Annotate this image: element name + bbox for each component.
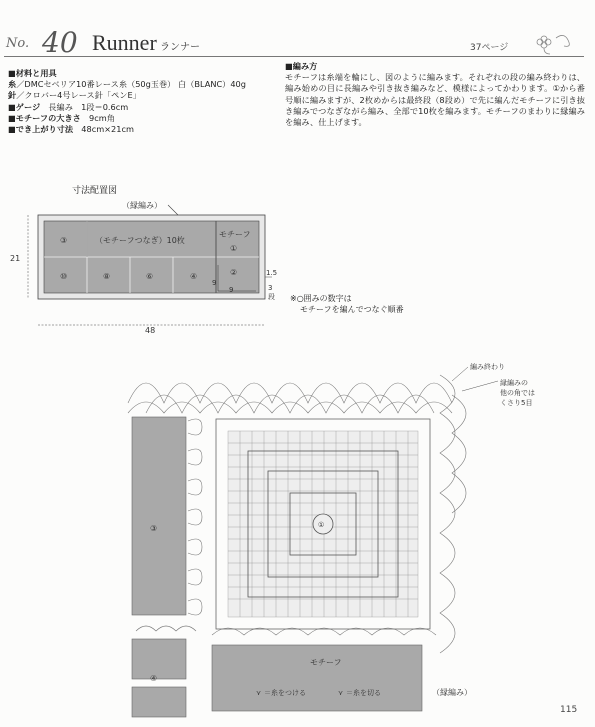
cell-10: ⑩	[60, 272, 68, 281]
motif-3-block	[132, 417, 186, 615]
cell-8: ⑧	[103, 272, 111, 281]
needle-text: ／クロバー4号レース針「ペンE」	[16, 90, 141, 101]
cell-3: ③	[60, 236, 68, 245]
legend-attach: ＝糸をつける	[264, 689, 306, 697]
motif-dim-vertical: 9	[212, 279, 217, 287]
needle-label: 針	[8, 90, 17, 101]
finished-size-text: 48cm×21cm	[81, 124, 134, 135]
motif-bottom-block	[212, 645, 422, 711]
chart-end-label: 編み終わり	[470, 363, 505, 371]
materials-heading-row: ■材料と用具	[8, 68, 57, 78]
method-body: モチーフは糸端を輪にし、図のように編みます。それぞれの段の編み終わりは、編み始めの目に長編みや引き抜き編みなど、模様によってかわります。①から番号順に編みますが、2枚めからは最終段（8段め）で先に編んだモチーフに引き抜き編みでつなぎながら編み、全部で10枚を編みます。モチーフのまわりに縁編みを編み、仕上げます。	[285, 72, 585, 128]
side-dim-bottom: 3	[268, 284, 273, 292]
page-subtitle: ランナー	[160, 42, 200, 53]
chart-border-label: （縁編み）	[432, 688, 472, 697]
border-arcs-right	[440, 375, 466, 653]
method-heading-row: ■編み方	[285, 61, 318, 71]
motif-size-label: モチーフの大きさ	[15, 112, 81, 123]
finished-size-label: でき上がり寸法	[15, 124, 74, 135]
border-arcs-top	[128, 383, 452, 413]
cell-4: ④	[190, 272, 198, 281]
header-rule	[4, 56, 584, 57]
layout-diagram-title: 寸法配置図	[72, 186, 118, 196]
finished-size-row: ■でき上がり寸法 48cm×21cm	[8, 124, 134, 135]
layout-border-label: （縁編み）	[122, 201, 162, 210]
motif-chart	[216, 419, 430, 629]
chart-cell-4: ④	[150, 674, 158, 683]
legend-cut: ＝糸を切る	[346, 689, 381, 697]
layout-center-label: （モチーフつなぎ）10枚	[95, 236, 185, 245]
motif-size-text: 9cm角	[89, 112, 115, 123]
yarn-label: 糸	[8, 79, 17, 90]
cell-6: ⑥	[146, 272, 154, 281]
chart-cell-3: ③	[150, 524, 158, 533]
materials-section	[8, 68, 278, 135]
chart-motif-label: モチーフ	[310, 658, 342, 667]
side-dim-unit: 段	[268, 293, 275, 301]
chart-center-1: ①	[318, 521, 325, 529]
cell-1: ①	[230, 244, 238, 253]
legend-attach-symbol: ⋎	[256, 689, 262, 697]
needle-row	[8, 90, 278, 101]
motif-size-row: ■モチーフの大きさ 9cm角	[8, 112, 115, 123]
yarn-row	[8, 79, 278, 90]
crochet-chart	[0, 355, 595, 727]
legend-cut-symbol: ⋎	[338, 689, 344, 697]
motif-lower-block	[132, 687, 186, 717]
gauge-text: 長編み 1段＝0.6cm	[48, 101, 129, 112]
footnote-line-1: ※○囲みの数字は	[290, 294, 352, 303]
yarn-text: ／DMCセベリア10番レース糸（50g玉巻） 白（BLANC）40g	[16, 79, 246, 90]
motif-dim-horizontal: 9	[229, 286, 234, 294]
gauge-label: ゲージ	[15, 101, 41, 112]
page-reference: 37ページ	[470, 43, 509, 53]
page-title: Runner	[92, 30, 157, 55]
title-number-prefix: No.	[6, 36, 30, 51]
bottom-loops	[136, 626, 436, 635]
height-dim-label: 21	[10, 254, 21, 263]
chart-side-note-2: 他の角では	[500, 389, 535, 397]
edge-loops	[188, 419, 202, 615]
pattern-number: 40	[42, 26, 78, 59]
method-section	[285, 61, 585, 128]
footnote	[290, 293, 404, 315]
materials-heading: 材料と用具	[15, 68, 57, 78]
motif-4-block	[132, 639, 186, 679]
gauge-row: ■ゲージ 長編み 1段＝0.6cm	[8, 101, 129, 112]
chart-side-note-1: 縁編みの	[500, 379, 528, 387]
width-dim-label: 48	[145, 326, 156, 335]
cell-2: ②	[230, 268, 238, 277]
side-dim-top: 1.5	[266, 269, 278, 277]
layout-motif-label: モチーフ	[219, 230, 251, 239]
footnote-line-2: モチーフを編んでつなぐ順番	[300, 305, 404, 314]
page-number: 115	[560, 705, 578, 715]
flower-ornament-icon	[528, 32, 578, 56]
method-heading: 編み方	[292, 61, 318, 71]
chart-side-note-3: くさり5目	[500, 399, 533, 407]
layout-diagram	[0, 195, 290, 340]
